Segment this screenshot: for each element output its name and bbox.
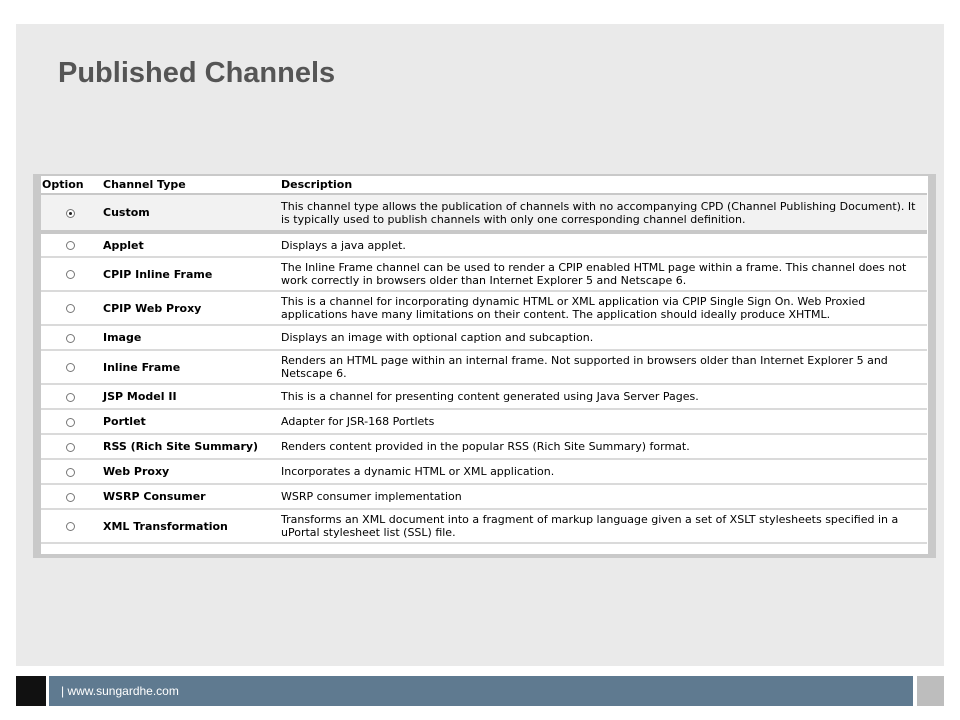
footer bbox=[16, 676, 944, 706]
description-cell: Incorporates a dynamic HTML or XML application. bbox=[278, 459, 927, 484]
channel-type-cell: Applet bbox=[100, 232, 278, 257]
channel-type-cell: RSS (Rich Site Summary) bbox=[100, 434, 278, 459]
option-cell bbox=[41, 384, 100, 409]
channel-rows bbox=[41, 194, 927, 543]
channel-type-cell: Image bbox=[100, 325, 278, 350]
radio-button[interactable] bbox=[66, 241, 75, 250]
description-cell: Displays a java applet. bbox=[278, 232, 927, 257]
channel-type-cell: WSRP Consumer bbox=[100, 484, 278, 509]
radio-button[interactable] bbox=[66, 209, 75, 218]
channel-type-cell: CPIP Web Proxy bbox=[100, 291, 278, 325]
description-cell: Adapter for JSR-168 Portlets bbox=[278, 409, 927, 434]
table-row bbox=[41, 257, 927, 291]
description-cell: Renders an HTML page within an internal frame. Not supported in browsers older than Internet Explorer 5 and Netscape 6. bbox=[278, 350, 927, 384]
table-row bbox=[41, 409, 927, 434]
option-cell bbox=[41, 291, 100, 325]
footer-bar bbox=[49, 676, 913, 706]
description-cell: Displays an image with optional caption and subcaption. bbox=[278, 325, 927, 350]
channel-type-table bbox=[41, 176, 927, 544]
option-cell bbox=[41, 409, 100, 434]
option-cell bbox=[41, 325, 100, 350]
channel-type-cell: Inline Frame bbox=[100, 350, 278, 384]
channel-type-cell: Custom bbox=[100, 194, 278, 232]
column-header-option: Option bbox=[41, 176, 100, 194]
table-row bbox=[41, 232, 927, 257]
channel-type-cell: XML Transformation bbox=[100, 509, 278, 543]
radio-button[interactable] bbox=[66, 304, 75, 313]
channel-table-screenshot bbox=[33, 174, 936, 558]
footer-gray-block bbox=[917, 676, 944, 706]
channel-type-cell: JSP Model II bbox=[100, 384, 278, 409]
description-cell: This is a channel for incorporating dynamic HTML or XML application via CPIP Single Sign On. Web Proxied applications have many limitations on their content. The application should ideally produce XHTML. bbox=[278, 291, 927, 325]
channel-type-cell: Portlet bbox=[100, 409, 278, 434]
option-cell bbox=[41, 194, 100, 232]
table-row bbox=[41, 350, 927, 384]
footer-url: | www.sungardhe.com bbox=[61, 684, 179, 698]
description-cell: Transforms an XML document into a fragment of markup language given a set of XSLT stylesheets specified in a uPortal stylesheet list (SSL) file. bbox=[278, 509, 927, 543]
table-row bbox=[41, 459, 927, 484]
option-cell bbox=[41, 484, 100, 509]
channel-type-cell: CPIP Inline Frame bbox=[100, 257, 278, 291]
option-cell bbox=[41, 257, 100, 291]
radio-button[interactable] bbox=[66, 468, 75, 477]
option-cell bbox=[41, 232, 100, 257]
table-row bbox=[41, 509, 927, 543]
option-cell bbox=[41, 434, 100, 459]
channel-table-container bbox=[41, 176, 928, 554]
table-header-row bbox=[41, 176, 927, 194]
table-row bbox=[41, 384, 927, 409]
page-title: Published Channels bbox=[58, 57, 336, 89]
radio-button[interactable] bbox=[66, 270, 75, 279]
channel-type-cell: Web Proxy bbox=[100, 459, 278, 484]
radio-button[interactable] bbox=[66, 393, 75, 402]
column-header-description: Description bbox=[278, 176, 927, 194]
option-cell bbox=[41, 509, 100, 543]
option-cell bbox=[41, 350, 100, 384]
description-cell: This channel type allows the publication of channels with no accompanying CPD (Channel Publishing Document). It is typically used to publish channels with only one corresponding channel definition. bbox=[278, 194, 927, 232]
radio-button[interactable] bbox=[66, 443, 75, 452]
radio-button[interactable] bbox=[66, 334, 75, 343]
table-row bbox=[41, 291, 927, 325]
description-cell: WSRP consumer implementation bbox=[278, 484, 927, 509]
radio-button[interactable] bbox=[66, 418, 75, 427]
radio-button[interactable] bbox=[66, 522, 75, 531]
radio-button[interactable] bbox=[66, 363, 75, 372]
description-cell: This is a channel for presenting content generated using Java Server Pages. bbox=[278, 384, 927, 409]
option-cell bbox=[41, 459, 100, 484]
description-cell: Renders content provided in the popular RSS (Rich Site Summary) format. bbox=[278, 434, 927, 459]
radio-button[interactable] bbox=[66, 493, 75, 502]
table-row bbox=[41, 325, 927, 350]
table-row bbox=[41, 484, 927, 509]
footer-black-block bbox=[16, 676, 46, 706]
table-row bbox=[41, 434, 927, 459]
description-cell: The Inline Frame channel can be used to render a CPIP enabled HTML page within a frame. This channel does not work correctly in browsers older than Internet Explorer 5 and Netscape 6. bbox=[278, 257, 927, 291]
table-row bbox=[41, 194, 927, 232]
column-header-channel-type: Channel Type bbox=[100, 176, 278, 194]
